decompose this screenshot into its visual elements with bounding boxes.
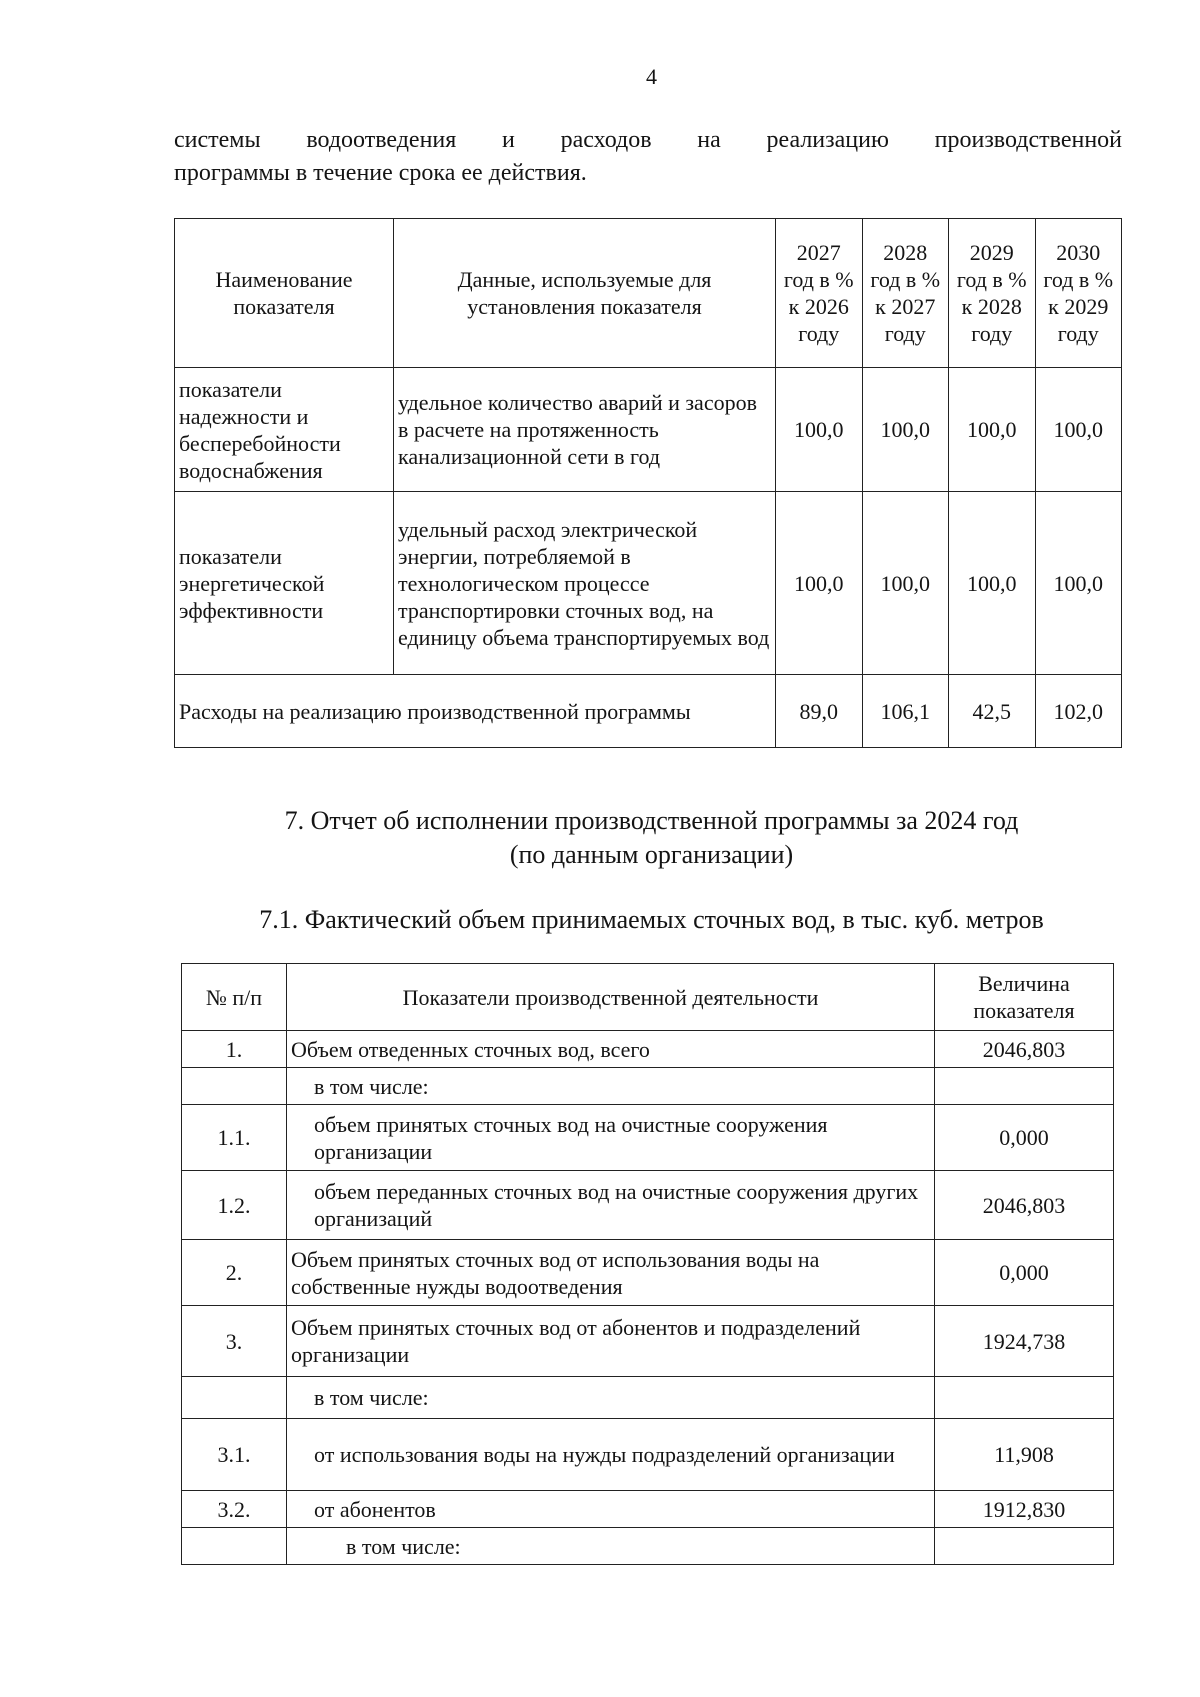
row-number: 1. xyxy=(182,1031,287,1068)
row-value: 1912,830 xyxy=(935,1491,1114,1528)
table-row xyxy=(182,1240,1114,1306)
row-indicator: Объем отведенных сточных вод, всего xyxy=(287,1031,935,1068)
row-number xyxy=(182,1068,287,1105)
total-expenses-label: Расходы на реализацию производственной программы xyxy=(175,675,776,748)
total-value-cell: 106,1 xyxy=(862,675,949,748)
row-indicator: от абонентов xyxy=(287,1491,935,1528)
header-indicator-name: Наименование показателя xyxy=(175,219,394,368)
table-row xyxy=(182,1491,1114,1528)
intro-line-2: программы в течение срока ее действия. xyxy=(174,160,587,186)
header-year-2028: 2028 год в % к 2027 году xyxy=(862,219,949,368)
volume-header-row xyxy=(182,964,1114,1031)
header-indicator-data: Данные, используемые для установления показателя xyxy=(394,219,776,368)
indicators-row-energy xyxy=(175,492,1122,675)
row-number: 3.1. xyxy=(182,1419,287,1491)
section-7-1-heading: 7.1. Фактический объем принимаемых сточных вод, в тыс. куб. метров xyxy=(259,905,1044,934)
table-row xyxy=(182,1105,1114,1171)
row-indicator: в том числе: xyxy=(287,1528,935,1565)
row-value: 1924,738 xyxy=(935,1306,1114,1377)
indicator-value-cell: 100,0 xyxy=(949,368,1036,492)
row-number: 3.2. xyxy=(182,1491,287,1528)
indicator-data-cell: удельный расход электрической энергии, потребляемой в технологическом процессе транспортировки сточных вод, на единицу объема транспортируемых вод xyxy=(394,492,776,675)
indicator-value-cell: 100,0 xyxy=(862,492,949,675)
table-row xyxy=(182,1031,1114,1068)
total-value-cell: 89,0 xyxy=(776,675,863,748)
indicator-name-cell: показатели энергетической эффективности xyxy=(175,492,394,675)
section-7-title: 7. Отчет об исполнении производственной программы за 2024 год xyxy=(284,806,1019,835)
indicators-table xyxy=(174,218,1122,748)
header-year-2027: 2027 год в % к 2026 году xyxy=(776,219,863,368)
table-row xyxy=(182,1068,1114,1105)
table-row xyxy=(182,1528,1114,1565)
table-row xyxy=(182,1171,1114,1240)
row-indicator: объем принятых сточных вод на очистные сооружения организации xyxy=(287,1105,935,1171)
row-value xyxy=(935,1377,1114,1419)
row-value: 11,908 xyxy=(935,1419,1114,1491)
intro-paragraph xyxy=(174,124,1122,190)
indicator-value-cell: 100,0 xyxy=(949,492,1036,675)
row-indicator: Объем принятых сточных вод от использования воды на собственные нужды водоотведения xyxy=(287,1240,935,1306)
row-indicator: объем переданных сточных вод на очистные сооружения других организаций xyxy=(287,1171,935,1240)
table-row xyxy=(182,1306,1114,1377)
header-row-number: № п/п xyxy=(182,964,287,1031)
indicator-data-cell: удельное количество аварий и засоров в расчете на протяженность канализационной сети в год xyxy=(394,368,776,492)
indicator-value-cell: 100,0 xyxy=(1035,492,1122,675)
section-7-subtitle: (по данным организации) xyxy=(509,840,794,869)
row-number: 3. xyxy=(182,1306,287,1377)
row-number: 1.2. xyxy=(182,1171,287,1240)
wastewater-volume-table xyxy=(181,963,1114,1565)
indicator-value-cell: 100,0 xyxy=(776,368,863,492)
row-indicator: в том числе: xyxy=(287,1377,935,1419)
header-value: Величина показателя xyxy=(935,964,1114,1031)
intro-line-1: системы водоотведения и расходов на реализацию производственной xyxy=(174,127,1122,153)
row-indicator: от использования воды на нужды подразделений организации xyxy=(287,1419,935,1491)
indicators-row-reliability xyxy=(175,368,1122,492)
indicators-header-row xyxy=(175,219,1122,368)
header-indicator: Показатели производственной деятельности xyxy=(287,964,935,1031)
row-value: 2046,803 xyxy=(935,1171,1114,1240)
row-value: 0,000 xyxy=(935,1240,1114,1306)
row-value xyxy=(935,1528,1114,1565)
row-value: 2046,803 xyxy=(935,1031,1114,1068)
row-value xyxy=(935,1068,1114,1105)
header-year-2029: 2029 год в % к 2028 году xyxy=(949,219,1036,368)
table-row xyxy=(182,1419,1114,1491)
page-number: 4 xyxy=(646,64,657,89)
row-indicator: в том числе: xyxy=(287,1068,935,1105)
indicator-value-cell: 100,0 xyxy=(1035,368,1122,492)
row-value: 0,000 xyxy=(935,1105,1114,1171)
indicator-value-cell: 100,0 xyxy=(776,492,863,675)
table-row xyxy=(182,1377,1114,1419)
row-number xyxy=(182,1528,287,1565)
row-indicator: Объем принятых сточных вод от абонентов и подразделений организации xyxy=(287,1306,935,1377)
indicator-value-cell: 100,0 xyxy=(862,368,949,492)
row-number: 2. xyxy=(182,1240,287,1306)
header-year-2030: 2030 год в % к 2029 году xyxy=(1035,219,1122,368)
section-7-heading xyxy=(0,804,1200,872)
row-number xyxy=(182,1377,287,1419)
indicator-name-cell: показатели надежности и бесперебойности водоснабжения xyxy=(175,368,394,492)
indicators-row-total xyxy=(175,675,1122,748)
total-value-cell: 102,0 xyxy=(1035,675,1122,748)
row-number: 1.1. xyxy=(182,1105,287,1171)
total-value-cell: 42,5 xyxy=(949,675,1036,748)
